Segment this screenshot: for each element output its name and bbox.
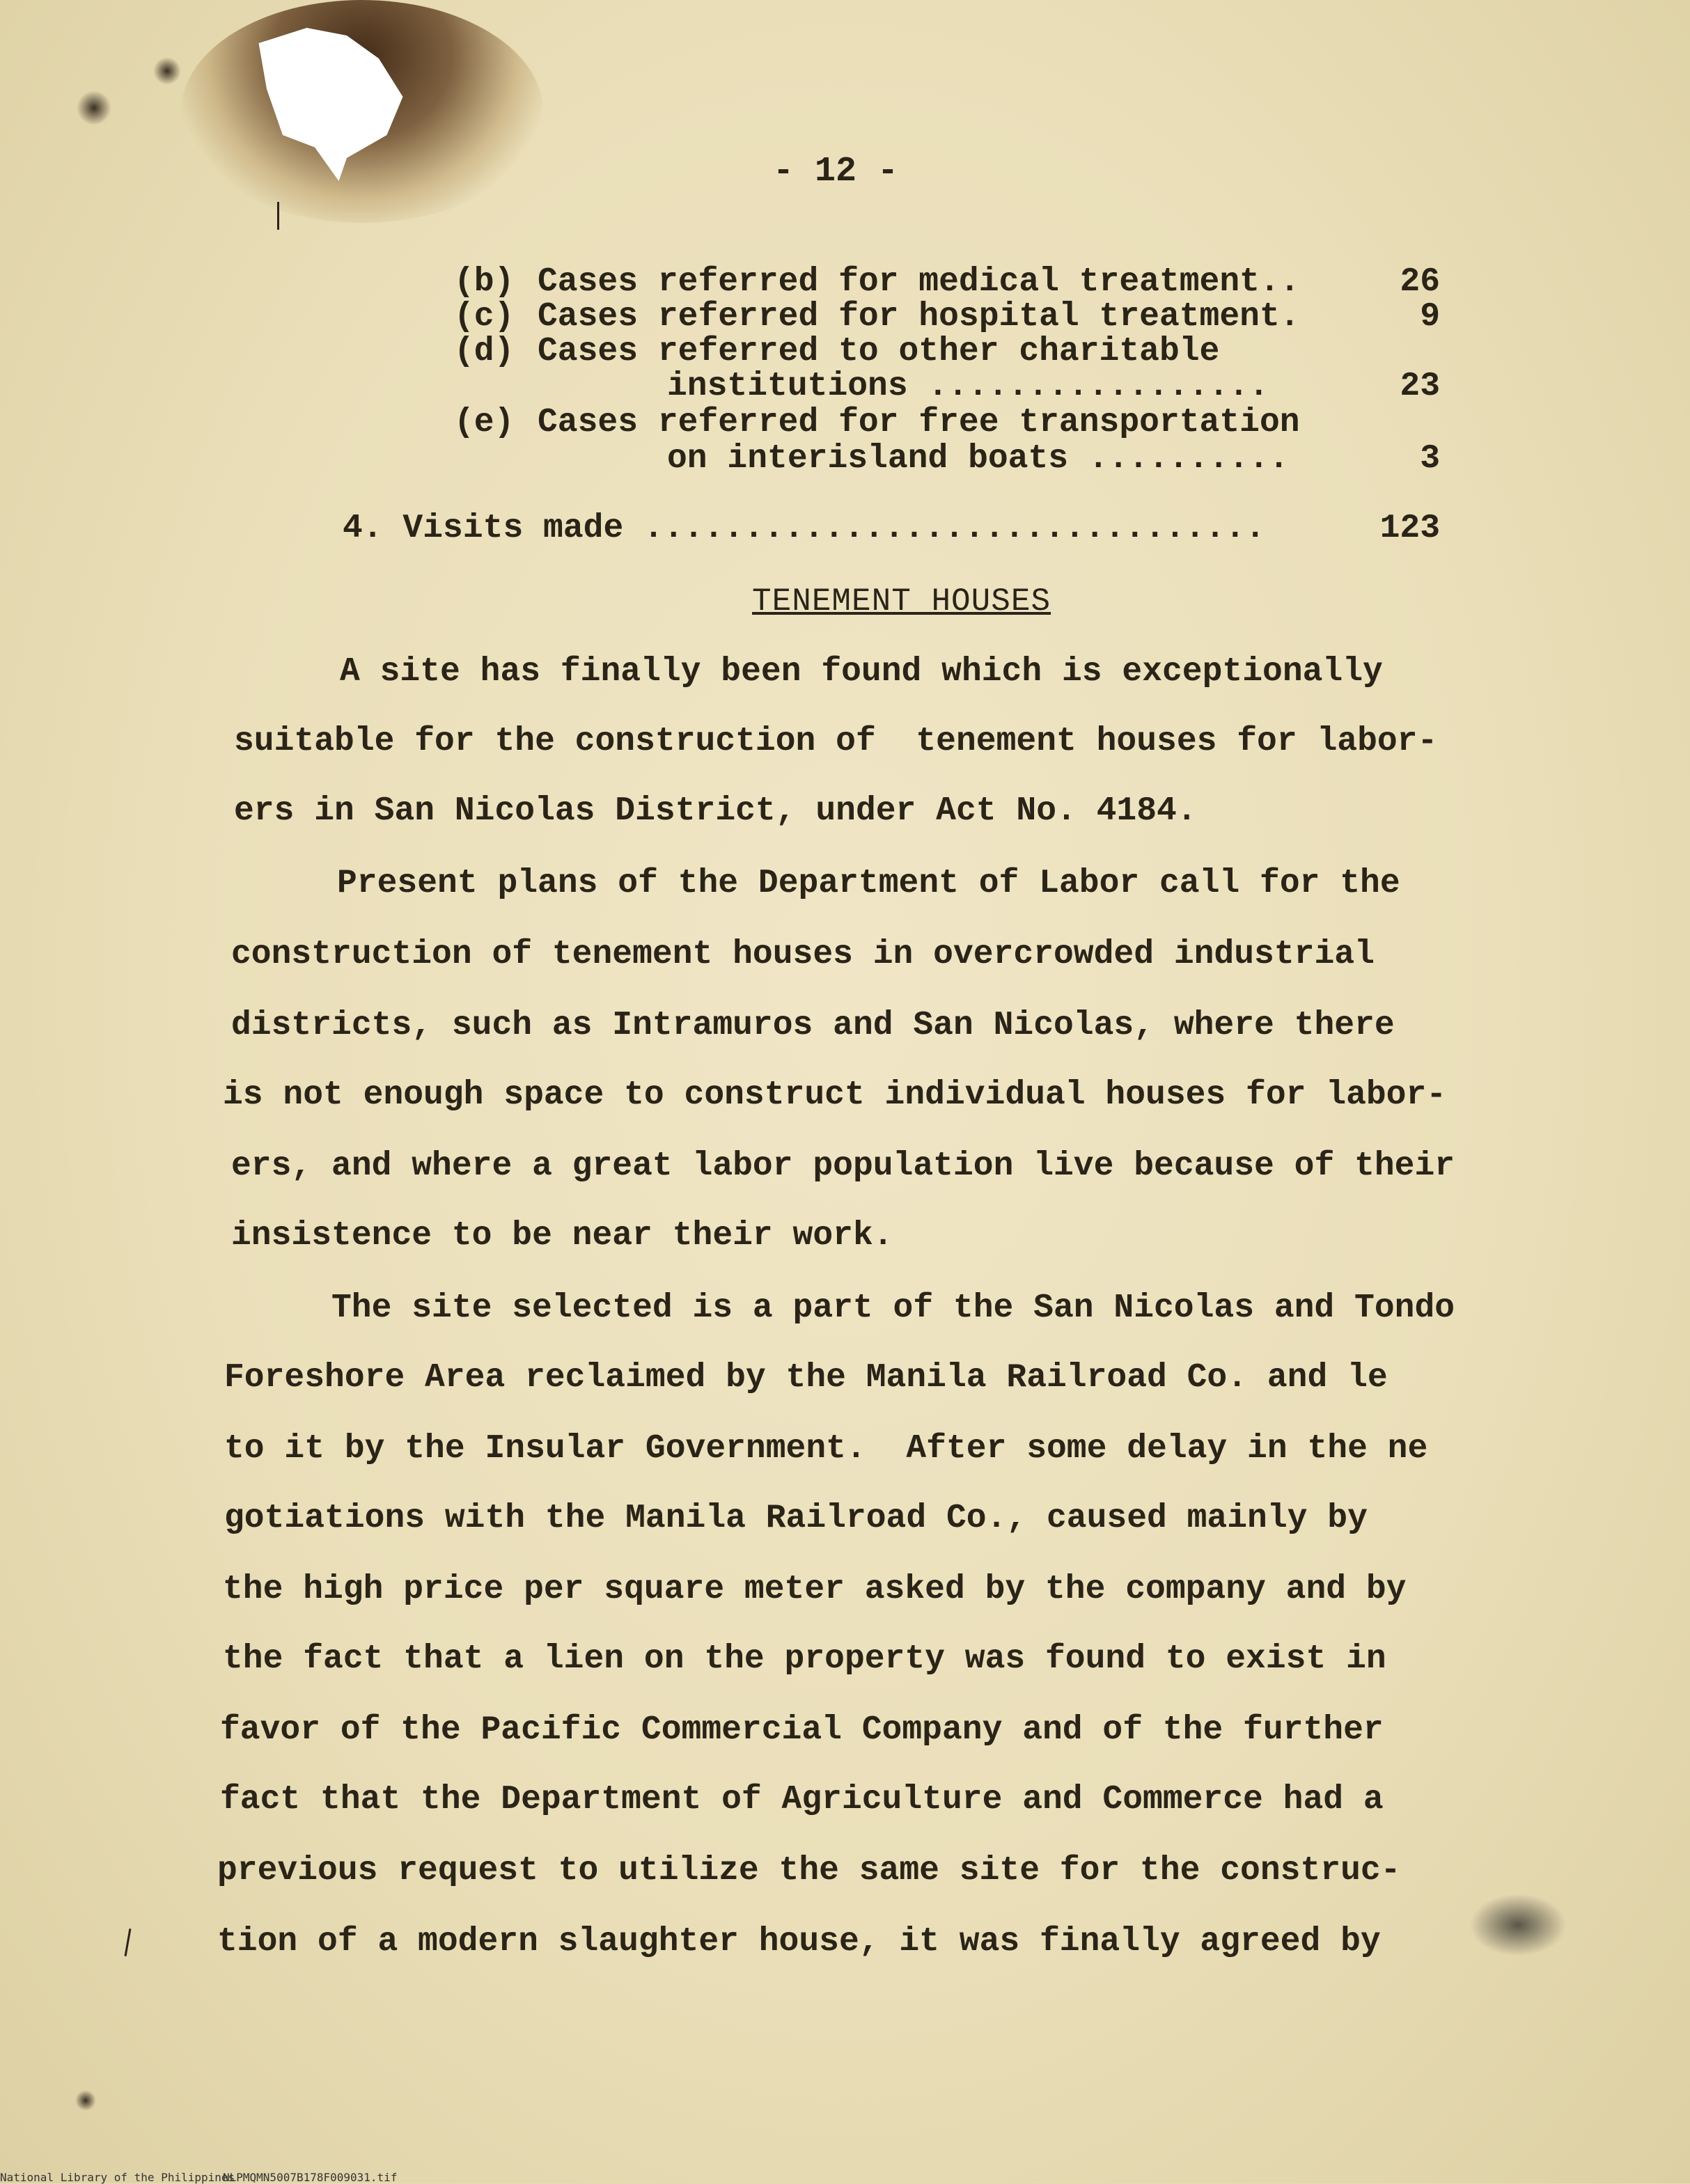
body-line: insistence to be near their work. (231, 1217, 893, 1255)
item-text: Cases referred for hospital treatment. (538, 298, 1300, 336)
item-value: 3 (1420, 440, 1440, 478)
item-text: Cases referred for free transportation (538, 404, 1300, 441)
footer-filename: NLPMQMN5007B178F009031.tif (223, 2171, 398, 2184)
visits-value: 123 (1379, 510, 1440, 547)
body-line: The site selected is a part of the San Nicolas and Tondo (331, 1289, 1455, 1327)
page-number: - 12 - (773, 152, 899, 191)
body-line: the fact that a lien on the property was found to exist in (223, 1640, 1386, 1678)
body-line: ers, and where a great labor population live because of their (231, 1147, 1455, 1185)
visits-made: 4. Visits made ............................... (343, 510, 1266, 547)
footer-library: National Library of the Philippines (0, 2171, 235, 2184)
ink-smudge (1469, 1894, 1567, 1956)
item-text: Cases referred for medical treatment.. (538, 263, 1300, 301)
body-line: the high price per square meter asked by the company and by (223, 1571, 1407, 1608)
body-line: is not enough space to construct individual houses for labor- (223, 1076, 1447, 1114)
body-line: favor of the Pacific Commercial Company and of the further (220, 1711, 1384, 1749)
item-label: (d) (454, 333, 515, 370)
item-continuation: on interisland boats .......... (667, 440, 1289, 478)
item-value: 26 (1400, 263, 1440, 301)
section-heading: TENEMENT HOUSES (752, 583, 1051, 620)
item-label: (c) (454, 298, 515, 336)
item-label: (e) (454, 404, 515, 441)
body-line: tion of a modern slaughter house, it was finally agreed by (217, 1923, 1381, 1961)
body-line: gotiations with the Manila Railroad Co., caused mainly by (224, 1500, 1368, 1537)
body-line: construction of tenement houses in overcrowded industrial (231, 936, 1375, 973)
body-line: districts, such as Intramuros and San Nicolas, where there (231, 1007, 1395, 1044)
ink-spot (77, 91, 111, 125)
item-value: 9 (1420, 298, 1440, 336)
item-text: Cases referred to other charitable (538, 333, 1220, 370)
item-value: 23 (1400, 368, 1440, 405)
pencil-mark (277, 202, 279, 230)
body-line: suitable for the construction of tenement houses for labor- (234, 723, 1438, 760)
body-line: A site has finally been found which is exceptionally (340, 653, 1383, 691)
body-line: fact that the Department of Agriculture and Commerce had a (220, 1781, 1384, 1818)
ink-spot (75, 2090, 96, 2111)
body-line: previous request to utilize the same site for the construc- (217, 1852, 1401, 1890)
ink-spot (153, 57, 181, 85)
body-line: Foreshore Area reclaimed by the Manila Railroad Co. and le (224, 1359, 1388, 1397)
item-label: (b) (454, 263, 515, 301)
item-continuation: institutions ................. (667, 368, 1269, 405)
body-line: Present plans of the Department of Labor call for the (337, 865, 1400, 902)
body-line: to it by the Insular Government. After some delay in the ne (224, 1430, 1428, 1468)
body-line: ers in San Nicolas District, under Act No. 4184. (234, 792, 1197, 830)
